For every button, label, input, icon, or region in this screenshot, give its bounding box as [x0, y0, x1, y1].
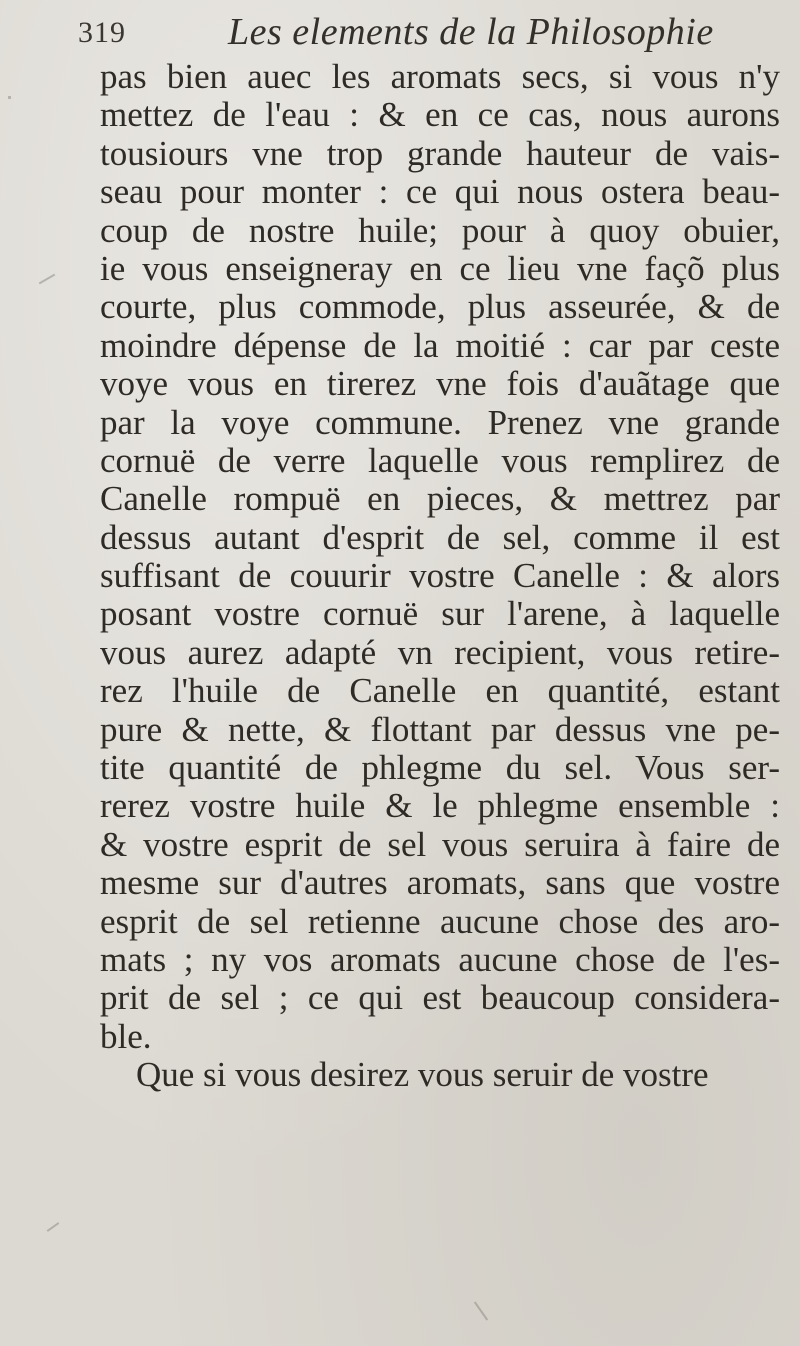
margin-speck [47, 1222, 60, 1232]
running-title: Les elements de la Philosophie [228, 11, 714, 53]
body-text [100, 58, 780, 1095]
text-line: prit de sel ; ce qui est beaucoup considera- [100, 978, 780, 1018]
text-line: cornuë de verre laquelle vous remplirez de [100, 440, 780, 480]
text-line: Canelle rompuë en pieces, & mettrez par [100, 479, 780, 519]
text-line: rez l'huile de Canelle en quantité, estant [100, 671, 780, 711]
text-line: tite quantité de phlegme du sel. Vous ser- [100, 748, 780, 788]
text-line: tousiours vne trop grande hauteur de vais- [100, 133, 780, 173]
text-line: rerez vostre huile & le phlegme ensemble : [100, 786, 780, 826]
text-line: coup de nostre huile; pour à quoy obuier, [100, 210, 780, 250]
text-line: suffisant de couurir vostre Canelle : & alors [100, 556, 780, 596]
text-line: esprit de sel retienne aucune chose des aro- [100, 901, 780, 941]
text-line: seau pour monter : ce qui nous ostera beau- [100, 172, 780, 212]
page-number: 319 [78, 16, 126, 49]
paragraph-start-line: Que si vous desirez vous seruir de vostre [136, 1055, 709, 1095]
text-line: par la voye commune. Prenez vne grande [100, 402, 780, 442]
page-header [78, 6, 718, 53]
text-line: moindre dépense de la moitié : car par ceste [100, 325, 780, 365]
text-line: mesme sur d'autres aromats, sans que vostre [100, 863, 780, 903]
margin-speck [474, 1301, 488, 1320]
text-line: pure & nette, & flottant par dessus vne pe- [100, 709, 780, 749]
text-line: posant vostre cornuë sur l'arene, à laquelle [100, 594, 780, 634]
text-line: pas bien auec les aromats secs, si vous n'y [100, 57, 780, 96]
margin-speck [8, 96, 11, 99]
text-line: & vostre esprit de sel vous seruira à faire de [100, 824, 780, 864]
text-line: mats ; ny vos aromats aucune chose de l'es- [100, 939, 780, 979]
text-line: dessus autant d'esprit de sel, comme il est [100, 517, 780, 557]
text-line: vous aurez adapté vn recipient, vous retire- [100, 632, 780, 672]
paragraph-end-line: ble. [100, 1016, 152, 1056]
text-line: mettez de l'eau : & en ce cas, nous aurons [100, 95, 780, 135]
margin-speck [39, 274, 56, 285]
text-line: ie vous enseigneray en ce lieu vne façõ plus [100, 248, 780, 288]
text-line: courte, plus commode, plus asseurée, & de [100, 287, 780, 327]
text-line: voye vous en tirerez vne fois d'auãtage que [100, 364, 780, 404]
